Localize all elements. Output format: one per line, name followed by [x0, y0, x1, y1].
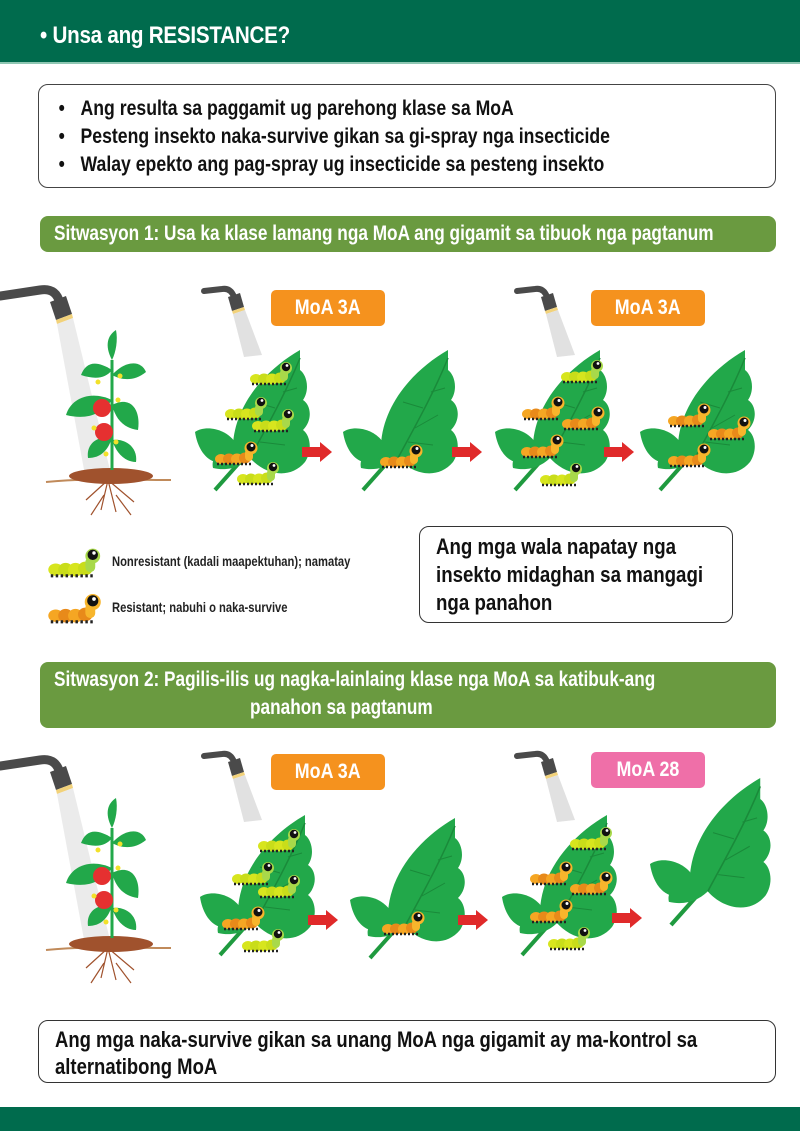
scenario-2-title-line-2: panahon sa pagtanum: [250, 696, 433, 719]
leaf-icon: [343, 350, 458, 490]
moa-label: [271, 290, 385, 326]
sprayer-icon: [517, 754, 575, 822]
footer-bar: [0, 1107, 800, 1131]
legend-label: Nonresistant (kadali maapektuhan); namatay: [112, 553, 351, 569]
moa-label-text: MoA 28: [616, 758, 680, 781]
moa-label: [591, 290, 705, 326]
legend-nonresistant: [42, 540, 410, 582]
legend-label: Resistant; nabuhi o naka-survive: [112, 599, 288, 615]
green-caterpillar-icon: [42, 540, 104, 582]
moa-label-text: MoA 3A: [615, 296, 681, 319]
sprayer-icon: [517, 289, 575, 357]
note-line: Ang mga naka-survive gikan sa unang MoA nga gigamit ay ma-kontrol sa: [55, 1027, 698, 1052]
scenario-1-title: Sitwasyon 1: Usa ka klase lamang nga MoA ang gigamit sa tibuok nga pagtanum: [54, 222, 714, 245]
note-line: Ang mga wala napatay nga: [436, 534, 677, 559]
moa-label: [271, 754, 385, 790]
definition-box: [38, 84, 776, 188]
note-line: insekto midaghan sa mangagi: [436, 562, 704, 587]
sprayer-icon: [204, 754, 262, 822]
green-caterpillar-icon: [242, 929, 284, 952]
leaf-icon: [650, 778, 771, 925]
definition-bullet: • Ang resulta sa paggamit ug parehong klase sa MoA: [57, 95, 660, 123]
definition-list: [57, 95, 775, 179]
scenario-2-banner: [40, 662, 776, 728]
orange-caterpillar-icon: [42, 586, 104, 628]
scenario-2-note: [38, 1020, 776, 1083]
sprayer-icon: [204, 289, 262, 357]
note-line: nga panahon: [436, 590, 553, 615]
moa-label-text: MoA 3A: [295, 760, 361, 783]
page-title: • Unsa ang RESISTANCE?: [40, 22, 291, 49]
moa-label-text: MoA 3A: [295, 296, 361, 319]
leaf-icon: [350, 818, 465, 958]
scenario-2-title-line-1: Sitwasyon 2: Pagilis-ilis ug nagka-lainlaing klase nga MoA sa katibuk-ang: [54, 668, 656, 691]
note-line: alternatibong MoA: [55, 1054, 218, 1079]
moa-label: [591, 752, 705, 788]
header-bar: [0, 0, 800, 64]
legend-resistant: [42, 586, 331, 628]
definition-bullet: • Walay epekto ang pag-spray ug insecticide sa pesteng insekto: [57, 151, 660, 179]
scenario-1-banner: [40, 216, 776, 252]
scenario-1-note: [419, 526, 733, 623]
definition-bullet: • Pesteng insekto naka-survive gikan sa gi-spray nga insecticide: [57, 123, 660, 151]
green-caterpillar-icon: [237, 462, 279, 485]
